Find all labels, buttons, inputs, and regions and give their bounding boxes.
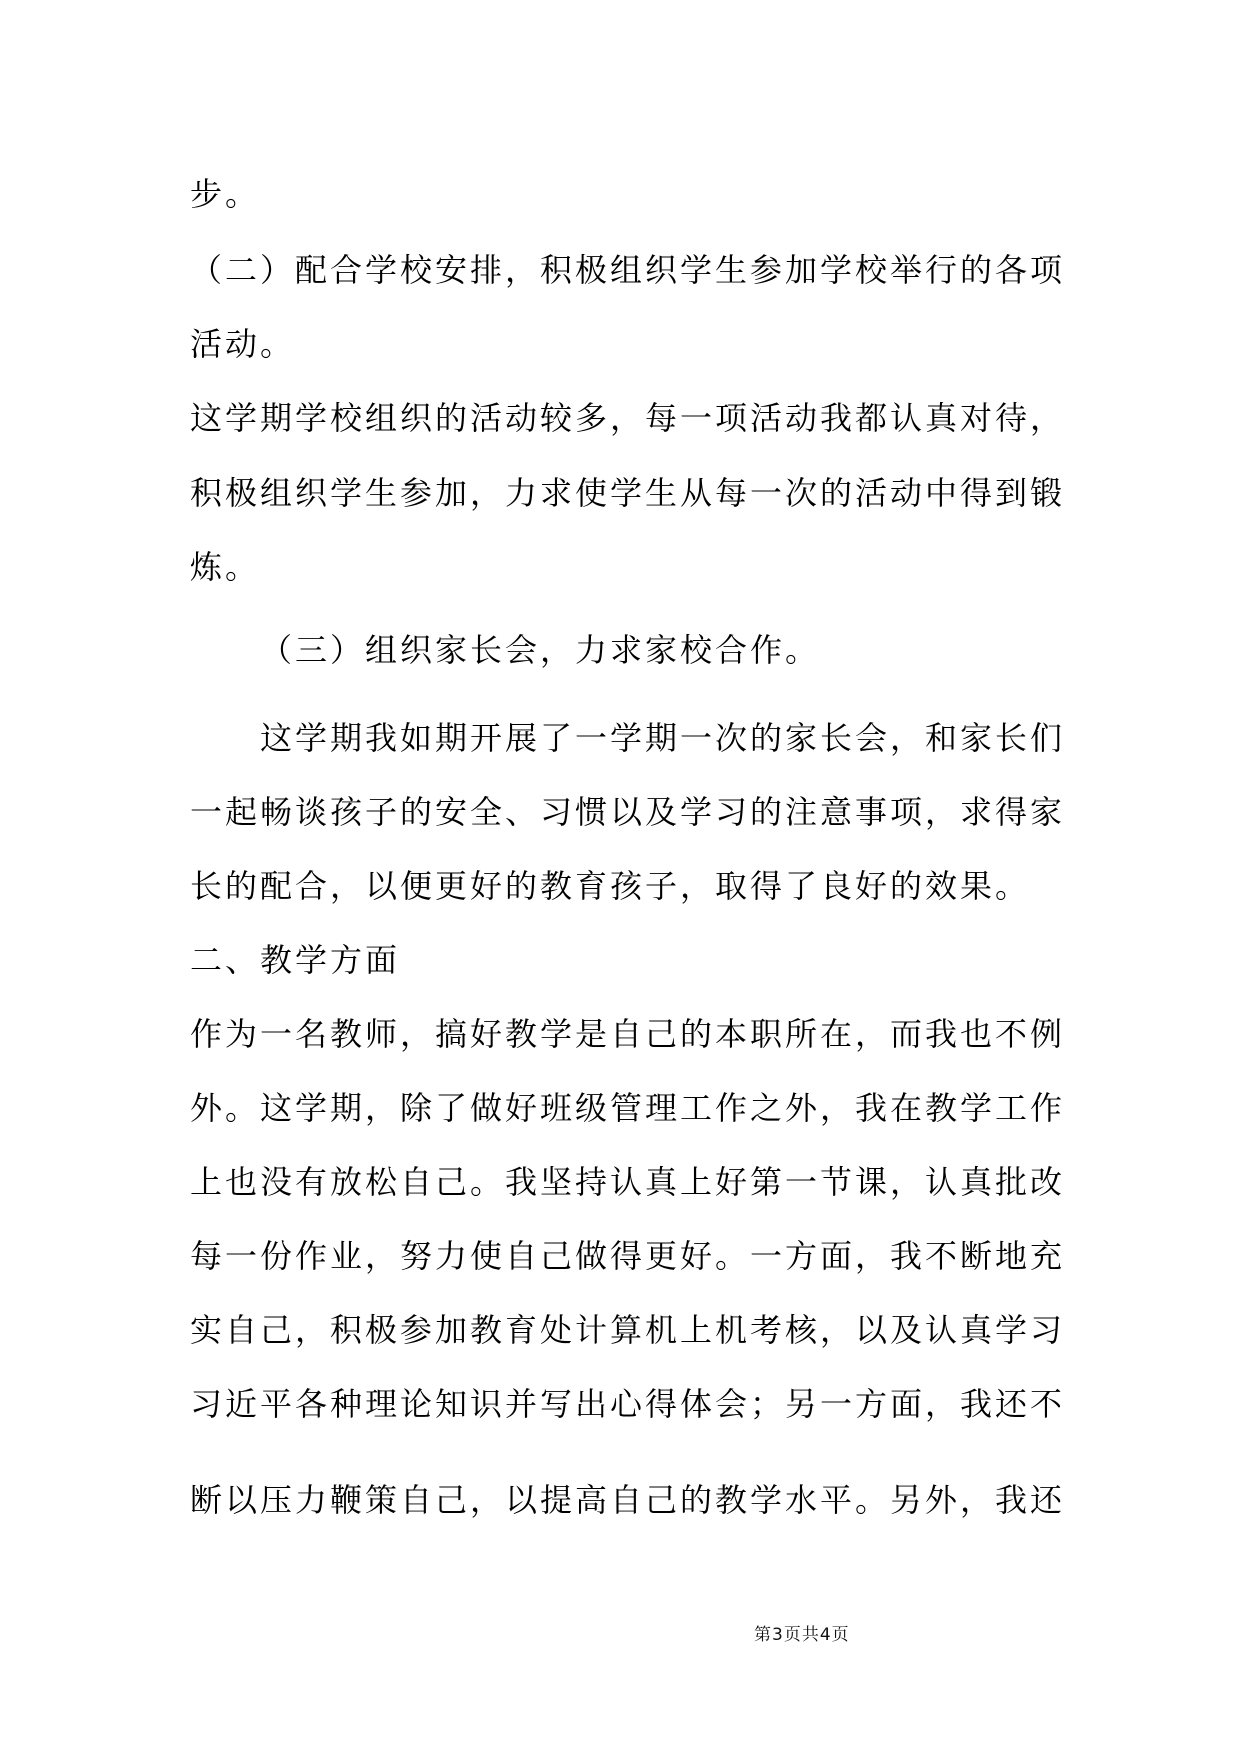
text-line: 二、教学方面 bbox=[190, 941, 401, 979]
text-line: 一起畅谈孩子的安全、习惯以及学习的注意事项，求得家 bbox=[190, 793, 1066, 831]
text-line: 习近平各种理论知识并写出心得体会；另一方面，我还不 bbox=[190, 1385, 1066, 1423]
text-line: 这学期我如期开展了一学期一次的家长会，和家长们 bbox=[260, 719, 1066, 757]
text-line: 上也没有放松自己。我坚持认真上好第一节课，认真批改 bbox=[190, 1163, 1066, 1201]
text-line: 长的配合，以便更好的教育孩子，取得了良好的效果。 bbox=[190, 867, 1031, 905]
text-line: 步。 bbox=[190, 175, 261, 213]
text-line: 断以压力鞭策自己，以提高自己的教学水平。另外，我还 bbox=[190, 1481, 1066, 1519]
text-line: 炼。 bbox=[190, 548, 261, 586]
text-line: 活动。 bbox=[190, 325, 296, 363]
page-footer: 第3页共4页 bbox=[754, 1625, 850, 1645]
text-line: （三）组织家长会，力求家校合作。 bbox=[260, 631, 821, 669]
text-line: 积极组织学生参加，力求使学生从每一次的活动中得到锻 bbox=[190, 474, 1066, 512]
text-line: 每一份作业，努力使自己做得更好。一方面，我不断地充 bbox=[190, 1237, 1066, 1275]
text-line: 外。这学期，除了做好班级管理工作之外，我在教学工作 bbox=[190, 1089, 1066, 1127]
text-line: 作为一名教师，搞好教学是自己的本职所在，而我也不例 bbox=[190, 1015, 1066, 1053]
text-line: （二）配合学校安排，积极组织学生参加学校举行的各项 bbox=[190, 251, 1066, 289]
text-line: 实自己，积极参加教育处计算机上机考核，以及认真学习 bbox=[190, 1311, 1066, 1349]
text-line: 这学期学校组织的活动较多，每一项活动我都认真对待， bbox=[190, 399, 1066, 437]
